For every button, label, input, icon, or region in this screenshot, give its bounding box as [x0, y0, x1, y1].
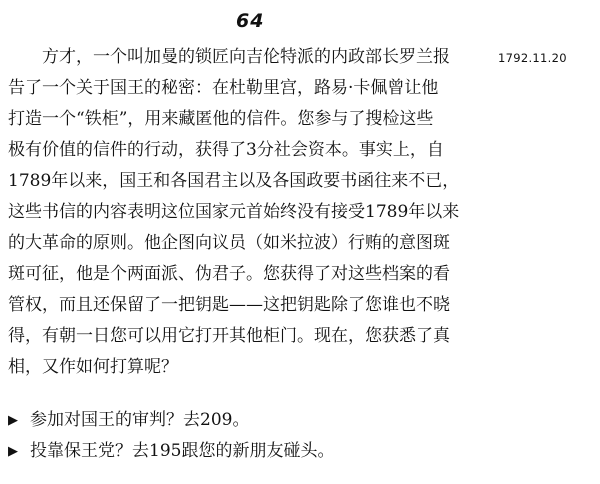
paragraph-line: 得，有朝一日您可以用它打开其他柜门。现在，您获悉了真: [8, 326, 450, 346]
choice-text: 参加对国王的审判？去209。: [30, 410, 250, 430]
paragraph-line: 这些书信的内容表明这位国家元首始终没有接受1789年以来: [8, 202, 460, 222]
right-triangle-icon: ▶: [8, 413, 18, 428]
choice-item-trial[interactable]: [8, 405, 488, 436]
date-note: 1792.11.20: [498, 51, 567, 65]
page-number: 64: [236, 10, 265, 32]
paragraph-line: 相，又作如何打算呢？: [8, 357, 178, 377]
paragraph-line: 斑可征，他是个两面派、伪君子。您获得了对这些档案的看: [8, 264, 450, 284]
paragraph-line: 极有价值的信件的行动，获得了3分社会资本。事实上，自: [8, 140, 444, 160]
right-triangle-icon: ▶: [8, 444, 18, 459]
paragraph-line: 管权，而且还保留了一把钥匙——这把钥匙除了您谁也不晓: [8, 295, 450, 315]
story-paragraph: [8, 42, 493, 383]
paragraph-line: 告了一个关于国王的秘密：在杜勒里宫，路易·卡佩曾让他: [8, 78, 439, 98]
paragraph-line: 1789年以来，国王和各国君主以及各国政要书函往来不已，: [8, 171, 460, 191]
choice-item-royalists[interactable]: [8, 436, 488, 467]
paragraph-line: 的大革命的原则。他企图向议员（如米拉波）行贿的意图斑: [8, 233, 450, 253]
choice-text: 投靠保王党？去195跟您的新朋友碰头。: [30, 441, 335, 461]
paragraph-line: 方才，一个叫加曼的锁匠向吉伦特派的内政部长罗兰报: [8, 47, 450, 67]
choice-list: [8, 405, 488, 467]
paragraph-line: 打造一个“铁柜”，用来藏匿他的信件。您参与了搜检这些: [8, 109, 434, 129]
